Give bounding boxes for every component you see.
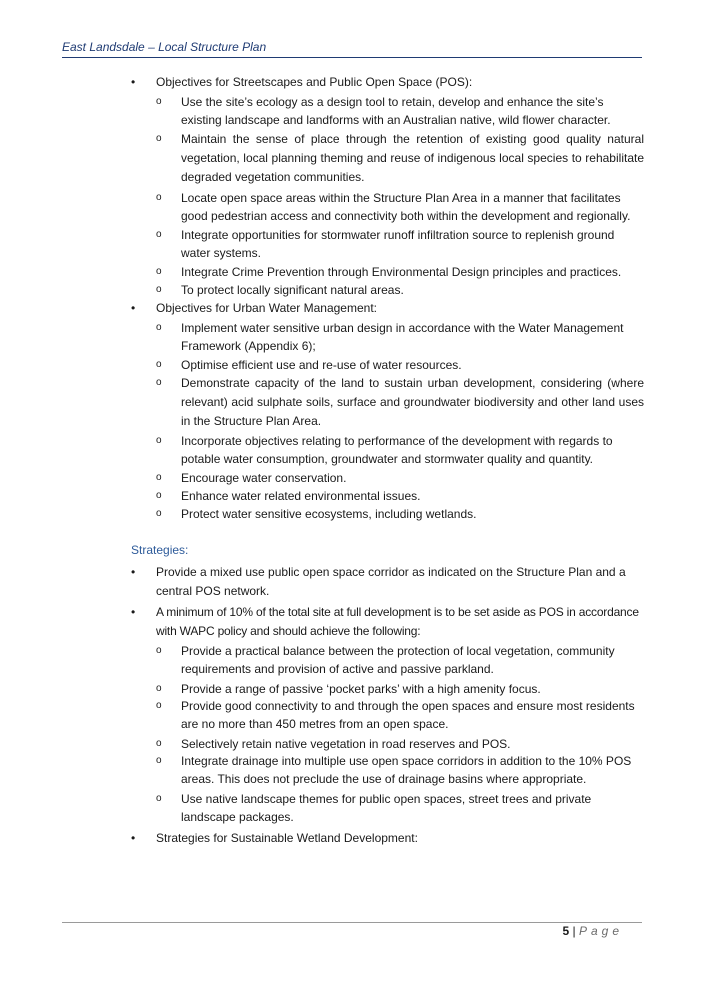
section-title-streetscapes: Objectives for Streetscapes and Public Open Space (POS): [156, 75, 473, 89]
list-item: Integrate drainage into multiple use open space corridors in addition to the 10% POS areas. This does not preclude the use of drainage basins where appropriate. [181, 754, 632, 786]
list-item: Demonstrate capacity of the land to sustain urban development, considering (where relevant) acid sulphate soils, surface and groundwater biodiversity and other land uses in the Structure Plan Area. [181, 376, 644, 428]
sub-bullet: o [156, 377, 162, 388]
list-item: Integrate Crime Prevention through Environmental Design principles and practices. [181, 265, 622, 279]
list-item: Enhance water related environmental issues. [181, 489, 421, 503]
sub-bullet: o [156, 96, 162, 107]
strategies-heading: Strategies: [131, 543, 189, 557]
list-item: Maintain the sense of place through the retention of existing good quality natural vegetation, local planning theming and reuse of indigenous local species to rehabilitate degraded vegetation communities. [181, 132, 644, 184]
page-label: Page [578, 924, 623, 938]
header-title: East Landsdale – Local Structure Plan [62, 40, 267, 54]
header-rule [62, 57, 642, 58]
list-item: Encourage water conservation. [181, 471, 347, 485]
sub-bullet: o [156, 322, 162, 333]
sub-bullet: o [156, 793, 162, 804]
list-item: Provide a range of passive ‘pocket parks’ with a high amenity focus. [181, 682, 541, 696]
sub-bullet: o [156, 133, 162, 144]
sub-bullet: o [156, 284, 162, 295]
sub-bullet: o [156, 435, 162, 446]
sub-bullet: o [156, 490, 162, 501]
sub-bullet: o [156, 472, 162, 483]
list-item: Use native landscape themes for public open spaces, street trees and private landscape packages. [181, 792, 592, 824]
sub-bullet: o [156, 700, 162, 711]
sub-bullet: o [156, 645, 162, 656]
sub-bullet: o [156, 229, 162, 240]
list-item: Incorporate objectives relating to performance of the development with regards to potable water consumption, groundwater and stormwater quality and quantity. [181, 434, 613, 466]
list-item: Use the site’s ecology as a design tool to retain, develop and enhance the site’s existing landscape and landforms with an Australian native, wild flower character. [181, 95, 611, 127]
list-item: Provide a practical balance between the protection of local vegetation, community requirements and provision of active and passive parkland. [181, 644, 615, 676]
page-footer [562, 924, 623, 938]
list-item: Implement water sensitive urban design in accordance with the Water Management Framework (Appendix 6); [181, 321, 624, 353]
strategy-item: Provide a mixed use public open space corridor as indicated on the Structure Plan and a central POS network. [156, 565, 626, 598]
strategy-item: Strategies for Sustainable Wetland Development: [156, 831, 418, 845]
sub-bullet: o [156, 508, 162, 519]
list-item: Provide good connectivity to and through the open spaces and ensure most residents are no more than 450 metres from an open space. [181, 699, 635, 731]
list-item: To protect locally significant natural areas. [181, 283, 404, 297]
list-item: Integrate opportunities for stormwater runoff infiltration source to replenish ground water systems. [181, 228, 615, 260]
bullet: • [131, 301, 136, 315]
page-number: 5 [562, 924, 570, 938]
list-item: Locate open space areas within the Structure Plan Area in a manner that facilitates good pedestrian access and connectivity both within the development and regionally. [181, 191, 631, 223]
bullet: • [131, 831, 136, 845]
sub-bullet: o [156, 683, 162, 694]
sub-bullet: o [156, 755, 162, 766]
section-title-water: Objectives for Urban Water Management: [156, 301, 377, 315]
sub-bullet: o [156, 266, 162, 277]
sub-bullet: o [156, 192, 162, 203]
strategy-item: A minimum of 10% of the total site at full development is to be set aside as POS in accordance with WAPC policy and should achieve the following: [156, 605, 639, 638]
bullet: • [131, 75, 136, 89]
sub-bullet: o [156, 359, 162, 370]
list-item: Protect water sensitive ecosystems, including wetlands. [181, 507, 477, 521]
bullet: • [131, 565, 136, 579]
list-item: Optimise efficient use and re-use of water resources. [181, 358, 462, 372]
sub-bullet: o [156, 738, 162, 749]
footer-rule [62, 922, 642, 923]
list-item: Selectively retain native vegetation in road reserves and POS. [181, 737, 511, 751]
page-separator: | [572, 924, 576, 938]
bullet: • [131, 605, 136, 619]
